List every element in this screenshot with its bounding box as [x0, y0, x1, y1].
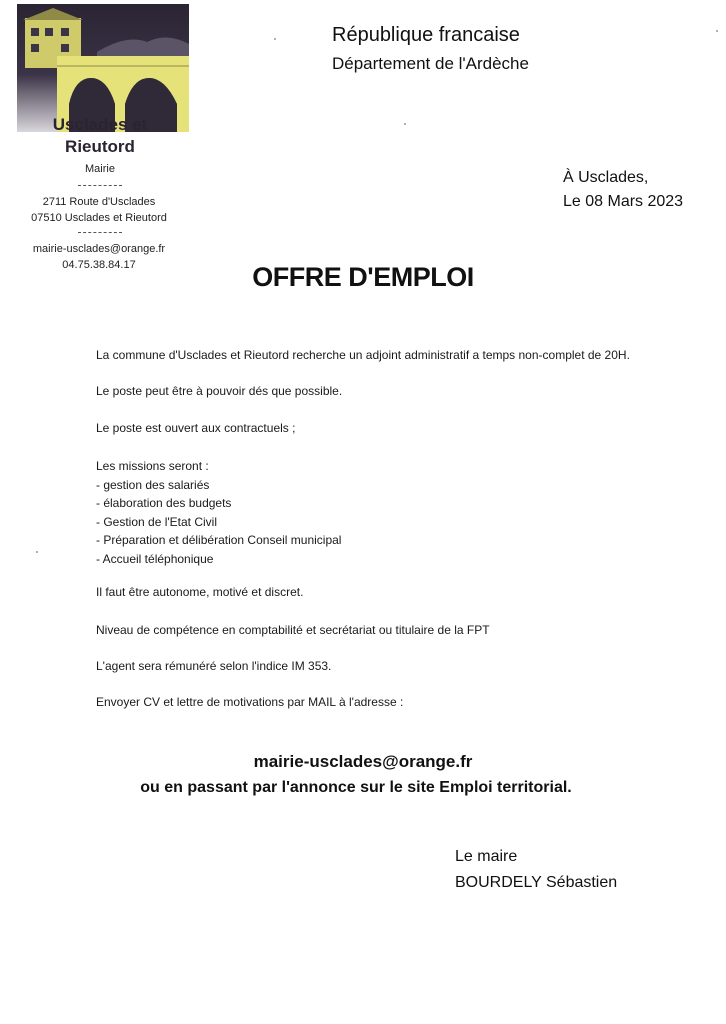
list-item: - Préparation et délibération Conseil municipal [96, 533, 342, 547]
mairie-label: Mairie [85, 163, 115, 175]
commune-title-line1: Usclades et [52, 115, 148, 134]
intro-paragraph: La commune d'Usclades et Rieutord recherche un adjoint administratif a temps non-complet de 20H. [96, 348, 630, 362]
signature-name: BOURDELY Sébastien [455, 874, 618, 891]
page-title: OFFRE D'EMPLOI [252, 262, 474, 292]
list-item: - Accueil téléphonique [96, 551, 214, 566]
divider [78, 185, 122, 186]
alternative-contact: ou en passant par l'annonce sur le site Emploi territorial. [140, 779, 572, 796]
commune-title-line2: Rieutord [65, 137, 135, 156]
list-item: - Gestion de l'Etat Civil [96, 514, 218, 529]
address-line2: 07510 Usclades et Rieutord [31, 212, 167, 224]
scan-speck [274, 38, 276, 40]
address-line1: 2711 Route d'Usclades [42, 196, 156, 208]
list-item: - gestion des salariés [96, 477, 210, 492]
republic-heading: République francaise [332, 24, 520, 46]
scan-speck [36, 551, 38, 553]
skills-paragraph: Niveau de compétence en comptabilité et secrétariat ou titulaire de la FPT [96, 623, 490, 637]
apply-paragraph: Envoyer CV et lettre de motivations par MAIL à l'adresse : [96, 695, 404, 709]
salary-paragraph: L'agent sera rémunéré selon l'indice IM 353. [96, 659, 332, 673]
missions-heading: Les missions seront : [96, 459, 209, 473]
letterhead-phone: 04.75.38.84.17 [62, 259, 136, 271]
divider [78, 232, 122, 233]
contact-email[interactable]: mairie-usclades@orange.fr [253, 752, 473, 771]
commune-logo [17, 4, 189, 132]
qualities-paragraph: Il faut être autonome, motivé et discret. [96, 585, 304, 599]
availability-paragraph: Le poste peut être à pouvoir dés que possible. [96, 384, 343, 398]
list-item: - élaboration des budgets [96, 496, 232, 510]
scan-speck [404, 123, 406, 125]
commune-title [14, 114, 186, 158]
dateline-date: Le 08 Mars 2023 [563, 193, 684, 210]
scan-speck [716, 30, 718, 32]
letterhead-email: mairie-usclades@orange.fr [32, 243, 166, 255]
department-heading: Département de l'Ardèche [332, 54, 529, 73]
signature-role: Le maire [455, 848, 518, 865]
dateline-place: À Usclades, [563, 169, 649, 186]
contract-paragraph: Le poste est ouvert aux contractuels ; [96, 421, 296, 435]
address-block [6, 194, 192, 226]
missions-list [96, 457, 341, 568]
